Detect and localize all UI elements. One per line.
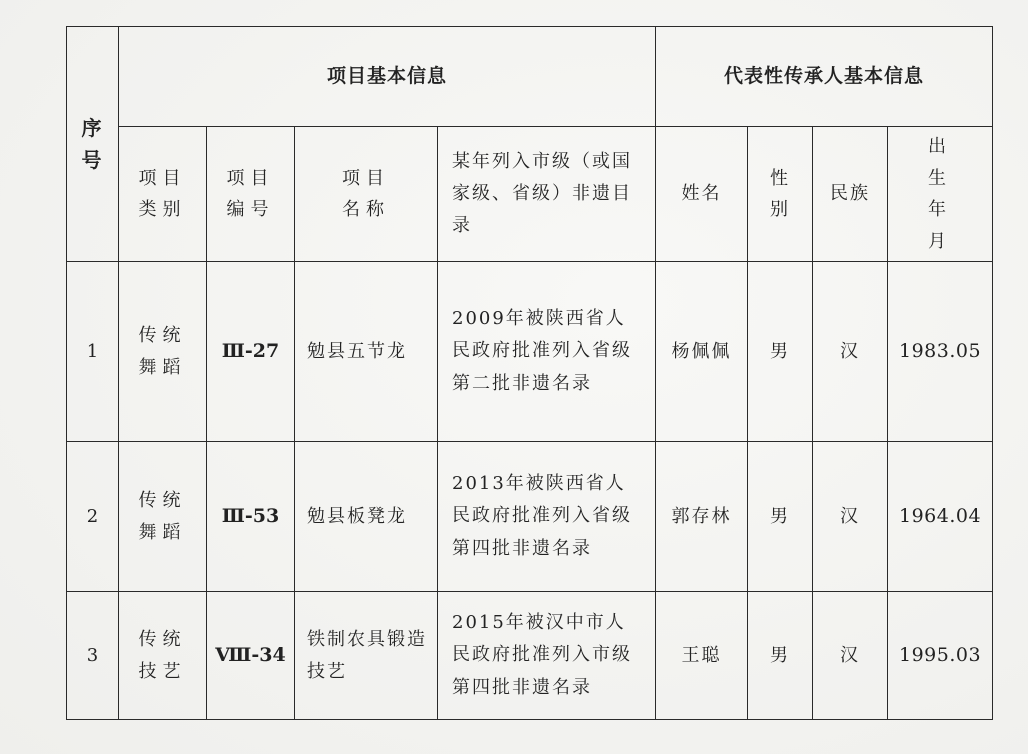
cell-category: 传统舞蹈 <box>119 442 207 592</box>
header-row-columns <box>67 127 993 262</box>
cell-listing: 2015年被汉中市人民政府批准列入市级第四批非遗名录 <box>438 592 656 720</box>
cell-code: Ⅲ-53 <box>207 442 295 592</box>
cell-category: 传统舞蹈 <box>119 262 207 442</box>
cell-ethnic: 汉 <box>813 262 888 442</box>
cell-listing: 2009年被陕西省人民政府批准列入省级第二批非遗名录 <box>438 262 656 442</box>
header-category: 项目类别 <box>119 127 207 262</box>
cell-seq: 3 <box>67 592 119 720</box>
header-code: 项目编号 <box>207 127 295 262</box>
cell-birth: 1964.04 <box>888 442 993 592</box>
cell-seq: 1 <box>67 262 119 442</box>
header-project-info: 项目基本信息 <box>119 27 656 127</box>
header-listing: 某年列入市级（或国家级、省级）非遗目录 <box>438 127 656 262</box>
cell-birth: 1995.03 <box>888 592 993 720</box>
header-ethnic: 民族 <box>813 127 888 262</box>
header-row-group <box>67 27 993 127</box>
cell-name: 勉县五节龙 <box>295 262 438 442</box>
cell-person: 王聪 <box>656 592 748 720</box>
heritage-table <box>66 26 993 720</box>
header-gender: 性别 <box>748 127 813 262</box>
cell-code: Ⅲ-27 <box>207 262 295 442</box>
cell-gender: 男 <box>748 442 813 592</box>
cell-person: 郭存林 <box>656 442 748 592</box>
cell-gender: 男 <box>748 262 813 442</box>
cell-ethnic: 汉 <box>813 592 888 720</box>
cell-listing: 2013年被陕西省人民政府批准列入省级第四批非遗名录 <box>438 442 656 592</box>
header-birth: 出生年月 <box>888 127 993 262</box>
header-seq: 序号 <box>67 27 119 262</box>
table-row <box>67 592 993 720</box>
table-row <box>67 442 993 592</box>
header-person: 姓名 <box>656 127 748 262</box>
cell-person: 杨佩佩 <box>656 262 748 442</box>
cell-seq: 2 <box>67 442 119 592</box>
cell-name: 铁制农具锻造技艺 <box>295 592 438 720</box>
cell-ethnic: 汉 <box>813 442 888 592</box>
cell-birth: 1983.05 <box>888 262 993 442</box>
cell-gender: 男 <box>748 592 813 720</box>
table-row <box>67 262 993 442</box>
header-name: 项目名称 <box>295 127 438 262</box>
cell-name: 勉县板凳龙 <box>295 442 438 592</box>
cell-category: 传统技艺 <box>119 592 207 720</box>
header-heir-info: 代表性传承人基本信息 <box>656 27 993 127</box>
cell-code: Ⅷ-34 <box>207 592 295 720</box>
